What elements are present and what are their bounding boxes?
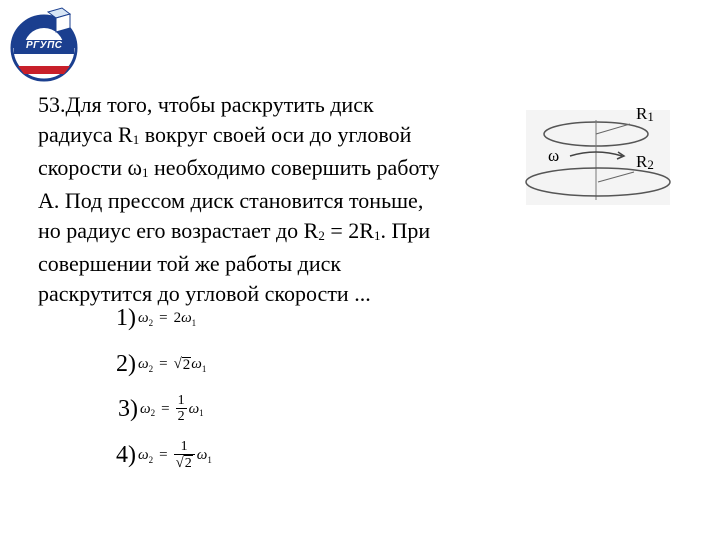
problem-statement bbox=[38, 90, 508, 309]
problem-line-2: радиуса R1 вокруг своей оси до угловой bbox=[38, 122, 412, 147]
problem-line-3: скорости ω1 необходимо совершить работу bbox=[38, 155, 440, 180]
logo-text: РГУПС bbox=[26, 40, 63, 51]
sqrt-icon: √ 2 bbox=[175, 455, 192, 471]
fraction: 1 √ 2 bbox=[174, 439, 195, 472]
r1-label: R1 bbox=[636, 104, 654, 124]
problem-line-6: совершении той же работы диск bbox=[38, 251, 342, 276]
problem-line-4: А. Под прессом диск становится тоньше, bbox=[38, 188, 424, 213]
answer-option-2[interactable]: 2) ω 2 = √ 2 ω 1 bbox=[116, 351, 207, 377]
problem-line-1: 53.Для того, чтобы раскрутить диск bbox=[38, 92, 374, 117]
problem-line-5: но радиус его возрастает до R2 = 2R1. При bbox=[38, 218, 431, 243]
r2-label: R2 bbox=[636, 152, 654, 172]
omega-label: ω bbox=[548, 146, 560, 165]
answer-option-1[interactable]: 1) ω 2 = 2 ω 1 bbox=[116, 305, 197, 331]
formula-1: ω 2 = 2 ω 1 bbox=[138, 310, 197, 328]
answer-option-4[interactable]: 4) ω 2 = 1 √ 2 ω 1 bbox=[116, 439, 212, 471]
formula-4: ω 2 = 1 √ 2 ω 1 bbox=[138, 439, 212, 471]
formula-2: ω 2 = √ 2 ω 1 bbox=[138, 356, 207, 374]
formula-3: ω 2 = $\frac{1}{2}$ ω 1 bbox=[140, 393, 204, 424]
fraction: $\frac{1}{2}$ bbox=[177, 393, 185, 424]
sqrt-icon: √ 2 bbox=[173, 356, 191, 373]
answer-option-3[interactable]: 3) ω 2 = $\frac{1}{2}$ ω 1 bbox=[118, 393, 204, 424]
problem-line-7: раскрутится до угловой скорости ... bbox=[38, 281, 371, 306]
disk-figure bbox=[518, 100, 678, 210]
rotating-disks-illustration bbox=[518, 100, 678, 210]
university-logo bbox=[4, 4, 86, 86]
